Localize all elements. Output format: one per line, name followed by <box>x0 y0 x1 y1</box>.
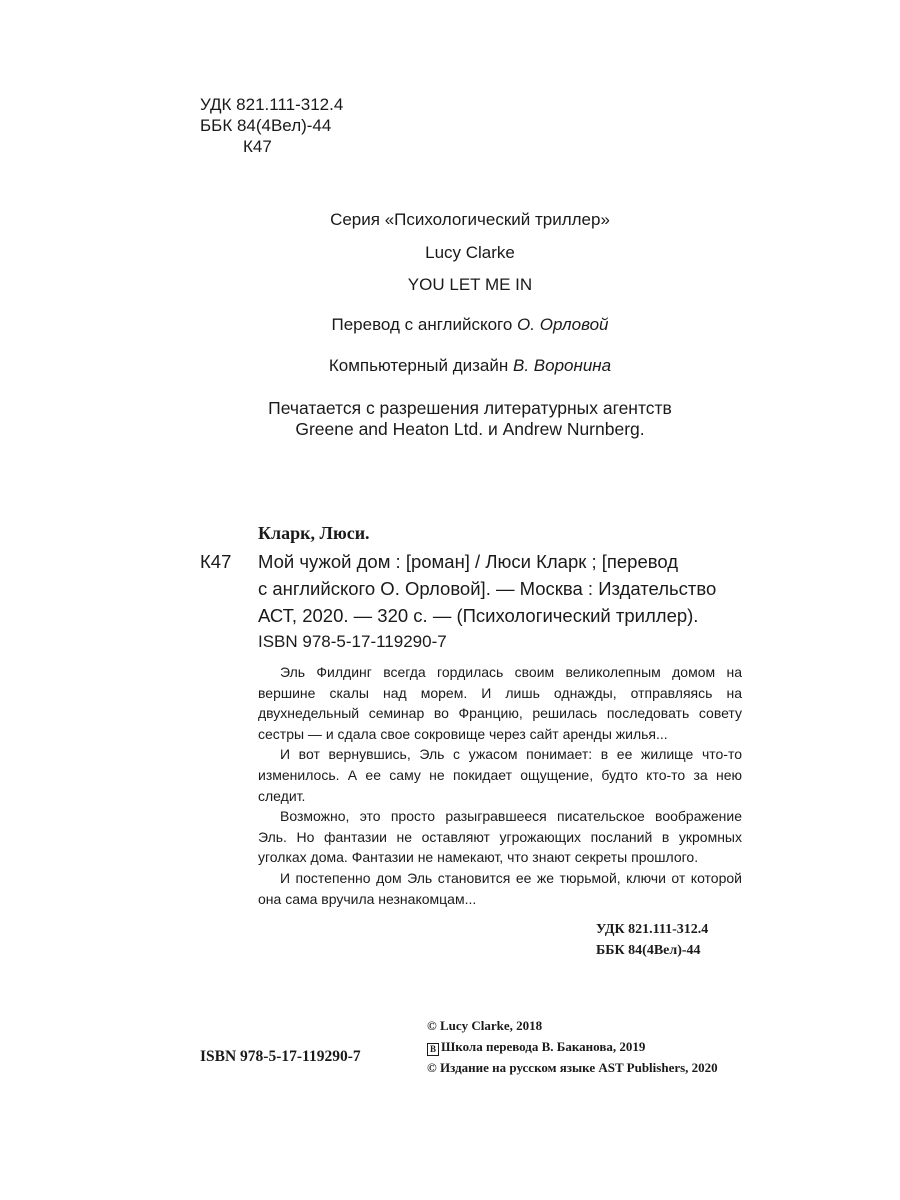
translation-prefix: Перевод с английского <box>331 315 518 334</box>
biblio-isbn: ISBN 978-5-17-119290-7 <box>258 632 447 651</box>
translator-name: О. Орловой <box>517 315 609 334</box>
copyright-author: © Lucy Clarke, 2018 <box>427 1018 543 1033</box>
annotation-paragraph: Возможно, это просто разыгравшееся писательское воображение Эль. Но фантазии не оставляют угрожающих посланий в укромных уголках дома. Фантазии не намекают, что знают секреты прошлого. <box>258 808 742 866</box>
biblio-mark: К47 <box>200 551 232 572</box>
annotation <box>258 662 742 909</box>
author-mark: К47 <box>243 137 272 156</box>
permission-line-1: Печатается с разрешения литературных агентств <box>268 398 672 418</box>
designer-name: В. Воронина <box>512 356 612 375</box>
footer-isbn: ISBN 978-5-17-119290-7 <box>200 1048 361 1065</box>
annotation-udk: УДК 821.111-312.4 <box>596 922 709 937</box>
book-icon: В <box>427 1043 439 1056</box>
copyright-school-text: Школа перевода В. Баканова, 2019 <box>441 1039 646 1054</box>
biblio-line-1: Мой чужой дом : [роман] / Люси Кларк ; [перевод <box>258 551 679 572</box>
annotation-paragraph: И постепенно дом Эль становится ее же тюрьмой, ключи от которой она сама вручила незнакомцам... <box>258 869 742 907</box>
copyright-translation-school <box>427 1036 645 1058</box>
annotation-paragraph: И вот вернувшись, Эль с ужасом понимает: в ее жилище что-то изменилось. А ее саму не покидает ощущение, будто кто-то за нею следит. <box>258 746 742 804</box>
biblio-line-3: АСТ, 2020. — 320 с. — (Психологический триллер). <box>258 605 699 626</box>
udk-code: УДК 821.111-312.4 <box>200 95 344 114</box>
translation-credit <box>0 315 900 335</box>
permission-line-2: Greene and Heaton Ltd. и Andrew Nurnberg. <box>295 419 645 439</box>
copyright-publisher: © Издание на русском языке AST Publishers, 2020 <box>427 1060 718 1075</box>
design-credit <box>0 356 900 376</box>
original-title: YOU LET ME IN <box>407 275 533 294</box>
bbk-code: ББК 84(4Вел)-44 <box>200 116 332 135</box>
design-prefix: Компьютерный дизайн <box>328 356 513 375</box>
annotation-bbk: ББК 84(4Вел)-44 <box>596 943 701 958</box>
series-title: Серия «Психологический триллер» <box>330 210 610 229</box>
annotation-paragraph: Эль Филдинг всегда гордилась своим великолепным домом на вершине скалы над морем. И лишь однажды, отправляясь на двухнедельный семинар во Францию, решилась последовать совету сестры — и сдала свое сокровище через сайт аренды жилья... <box>258 664 742 742</box>
biblio-author-heading: Кларк, Люси. <box>258 523 370 543</box>
biblio-line-2: с английского О. Орловой]. — Москва : Издательство <box>258 578 717 599</box>
original-author: Lucy Clarke <box>425 243 515 262</box>
